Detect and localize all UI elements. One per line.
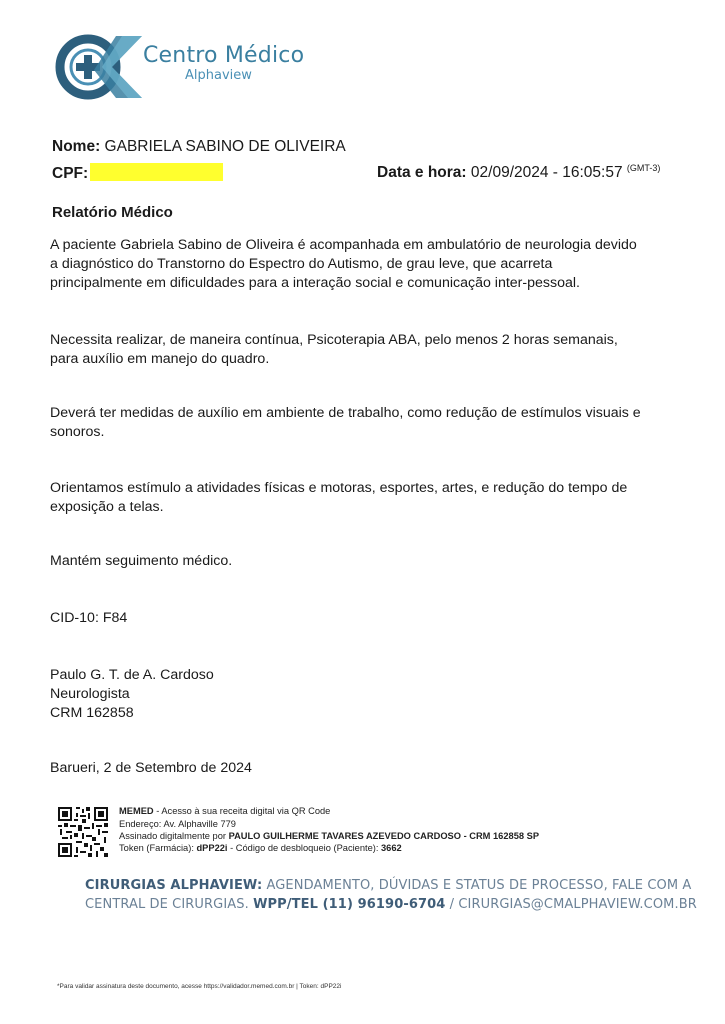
text-line: Orientamos estímulo a atividades físicas e motoras, esportes, artes, e redução do tempo de	[50, 480, 628, 496]
datetime-row	[377, 163, 660, 182]
footer-text: AGENDAMENTO, DÚVIDAS E STATUS DE PROCESSO, FALE COM A	[262, 878, 692, 893]
paragraph-activities	[50, 479, 675, 517]
patient-name: GABRIELA SABINO DE OLIVEIRA	[104, 138, 346, 155]
validation-note: *Para validar assinatura deste documento, acesse https://validador.memed.com.br | Token: dPP22i	[57, 983, 342, 990]
brand-title: Centro Médico	[143, 43, 305, 68]
name-label: Nome:	[52, 138, 101, 155]
paragraph-followup	[50, 552, 675, 571]
footer-line-2	[85, 897, 697, 912]
cpf-label: CPF:	[52, 165, 89, 182]
memed-address: Endereço: Av. Alphaville 779	[119, 819, 236, 829]
signed-by-prefix: Assinado digitalmente por	[119, 831, 229, 841]
doctor-specialty: Neurologista	[50, 686, 130, 702]
doctor-crm: CRM 162858	[50, 705, 134, 721]
text-line: sonoros.	[50, 424, 105, 440]
timezone: (GMT-3)	[626, 163, 661, 173]
memed-token	[119, 843, 402, 854]
text-line: A paciente Gabriela Sabino de Oliveira é acompanhada em ambulatório de neurologia devido	[50, 237, 637, 253]
footer-line-1	[85, 878, 691, 893]
unlock-code: 3662	[381, 843, 402, 853]
paragraph-diagnosis	[50, 236, 675, 293]
token-value: dPP22i	[196, 843, 228, 853]
patient-name-row	[52, 138, 346, 156]
datetime-value: 02/09/2024 - 16:05:57	[470, 164, 623, 181]
signature-block	[50, 666, 675, 723]
cid-code: CID-10: F84	[50, 610, 128, 626]
paragraph-therapy	[50, 331, 675, 369]
cpf-row	[52, 163, 223, 183]
text-line: Mantém seguimento médico.	[50, 553, 233, 569]
text-line: Necessita realizar, de maneira contínua, Psicoterapia ABA, pelo menos 2 horas semanais,	[50, 332, 618, 348]
text-line: principalmente em dificuldades para a interação social e comunicação inter-pessoal.	[50, 275, 580, 291]
memed-qr-text: - Acesso à sua receita digital via QR Code	[153, 806, 331, 816]
brand-subtitle: Alphaview	[185, 68, 252, 83]
footer-phone[interactable]: WPP/TEL (11) 96190-6704	[253, 897, 446, 912]
token-label: Token (Farmácia):	[119, 843, 197, 853]
memed-brand: MEMED	[119, 806, 154, 816]
unlock-label: - Código de desbloqueio (Paciente):	[227, 843, 382, 853]
footer-brand: CIRURGIAS ALPHAVIEW:	[85, 878, 263, 893]
datetime-label: Data e hora:	[377, 164, 467, 181]
doctor-name: Paulo G. T. de A. Cardoso	[50, 667, 214, 683]
text-line: a diagnóstico do Transtorno do Espectro do Autismo, de grau leve, que acarreta	[50, 256, 553, 272]
text-line: Deverá ter medidas de auxílio em ambiente de trabalho, como redução de estímulos visuais e	[50, 405, 641, 421]
place-date: Barueri, 2 de Setembro de 2024	[50, 760, 252, 776]
text-line: exposição a telas.	[50, 499, 164, 515]
paragraph-workplace	[50, 404, 675, 442]
memed-signed-by	[119, 831, 539, 842]
footer-email[interactable]: / CIRURGIAS@CMALPHAVIEW.COM.BR	[445, 897, 697, 912]
cpf-redaction-highlight	[90, 163, 223, 181]
signer-name: PAULO GUILHERME TAVARES AZEVEDO CARDOSO - CRM 162858 SP	[228, 831, 540, 841]
footer-text: CENTRAL DE CIRURGIAS.	[85, 897, 254, 912]
report-title: Relatório Médico	[52, 204, 173, 221]
memed-line-1	[119, 806, 330, 817]
qr-code-icon[interactable]	[58, 807, 108, 857]
text-line: para auxílio em manejo do quadro.	[50, 351, 270, 367]
